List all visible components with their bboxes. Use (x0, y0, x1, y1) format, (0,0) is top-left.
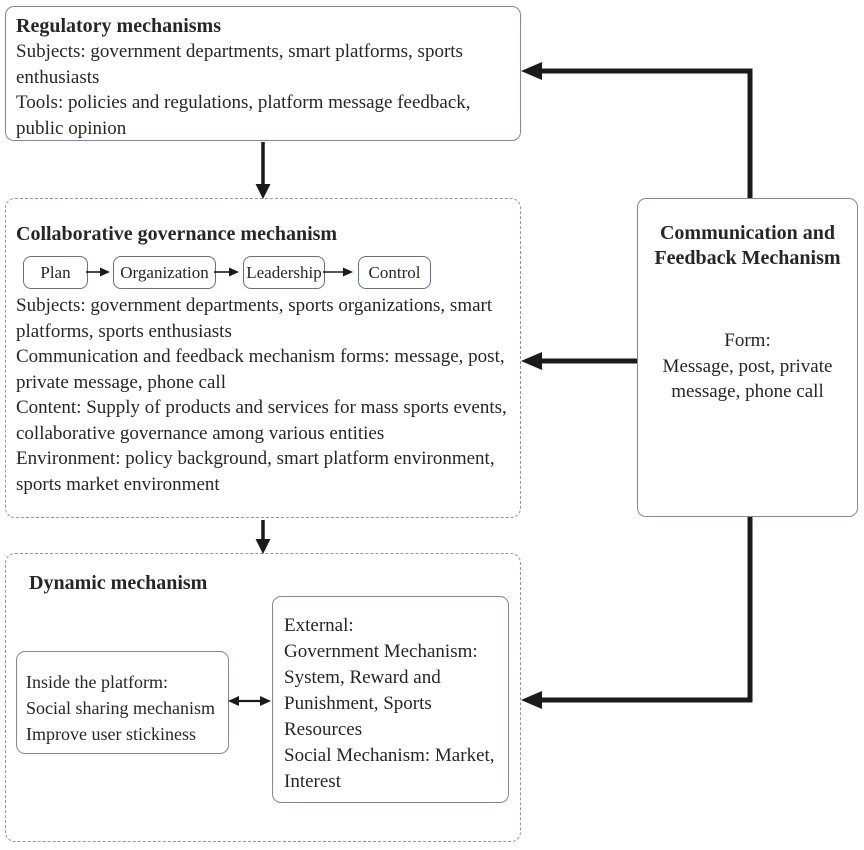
communication-form-text: Message, post, private message, phone call (662, 355, 833, 402)
inside-platform-line1: Inside the platform: (26, 672, 168, 692)
step-leadership-box (243, 256, 325, 289)
regulatory-mechanisms-box (5, 6, 521, 141)
external-mechanism-box (272, 596, 509, 803)
communication-feedback-box (637, 198, 858, 517)
arrow-collaborative-to-dynamic (256, 520, 271, 554)
inside-platform-box (16, 651, 229, 754)
step-plan-box (23, 256, 88, 289)
step-organization-box (113, 256, 216, 289)
external-line3: Social Mechanism: Market, Interest (284, 745, 495, 792)
arrow-communication-to-dynamic (521, 517, 750, 709)
collaborative-content-text: Content: Supply of products and services for mass sports events, collaborative governance among various entities (16, 397, 507, 444)
step-leadership-label: Leadership (246, 262, 322, 282)
inside-platform-line2: Social sharing mechanism (26, 698, 215, 718)
collaborative-environment-text: Environment: policy background, smart platform environment, sports market environment (16, 448, 495, 495)
dynamic-title: Dynamic mechanism (29, 572, 208, 594)
step-control-box (358, 256, 431, 289)
collaborative-subjects-text: Subjects: government departments, sports organizations, smart platforms, sports enthusiasts (16, 295, 493, 342)
arrow-communication-to-regulatory (521, 62, 750, 198)
regulatory-title: Regulatory mechanisms (16, 15, 221, 37)
step-control-label: Control (368, 262, 421, 282)
regulatory-tools-text: Tools: policies and regulations, platform message feedback, public opinion (16, 92, 471, 139)
regulatory-subjects-text: Subjects: government departments, smart platforms, sports enthusiasts (16, 41, 463, 88)
communication-form-label: Form: (724, 330, 771, 351)
collaborative-forms-text: Communication and feedback mechanism forms: message, post, private message, phone call (16, 346, 505, 393)
collaborative-title: Collaborative governance mechanism (16, 223, 338, 245)
external-line2: Government Mechanism: System, Reward and Punishment, Sports Resources (284, 641, 478, 740)
inside-platform-line3: Improve user stickiness (26, 724, 196, 744)
step-plan-label: Plan (40, 262, 71, 282)
arrow-regulatory-to-collaborative (256, 142, 271, 199)
step-organization-label: Organization (120, 262, 209, 282)
external-line1: External: (284, 615, 354, 636)
communication-title: Communication and Feedback Mechanism (654, 222, 841, 269)
arrow-communication-to-collaborative (521, 352, 637, 370)
dynamic-mechanism-box (5, 553, 521, 842)
collaborative-governance-box (5, 198, 521, 518)
